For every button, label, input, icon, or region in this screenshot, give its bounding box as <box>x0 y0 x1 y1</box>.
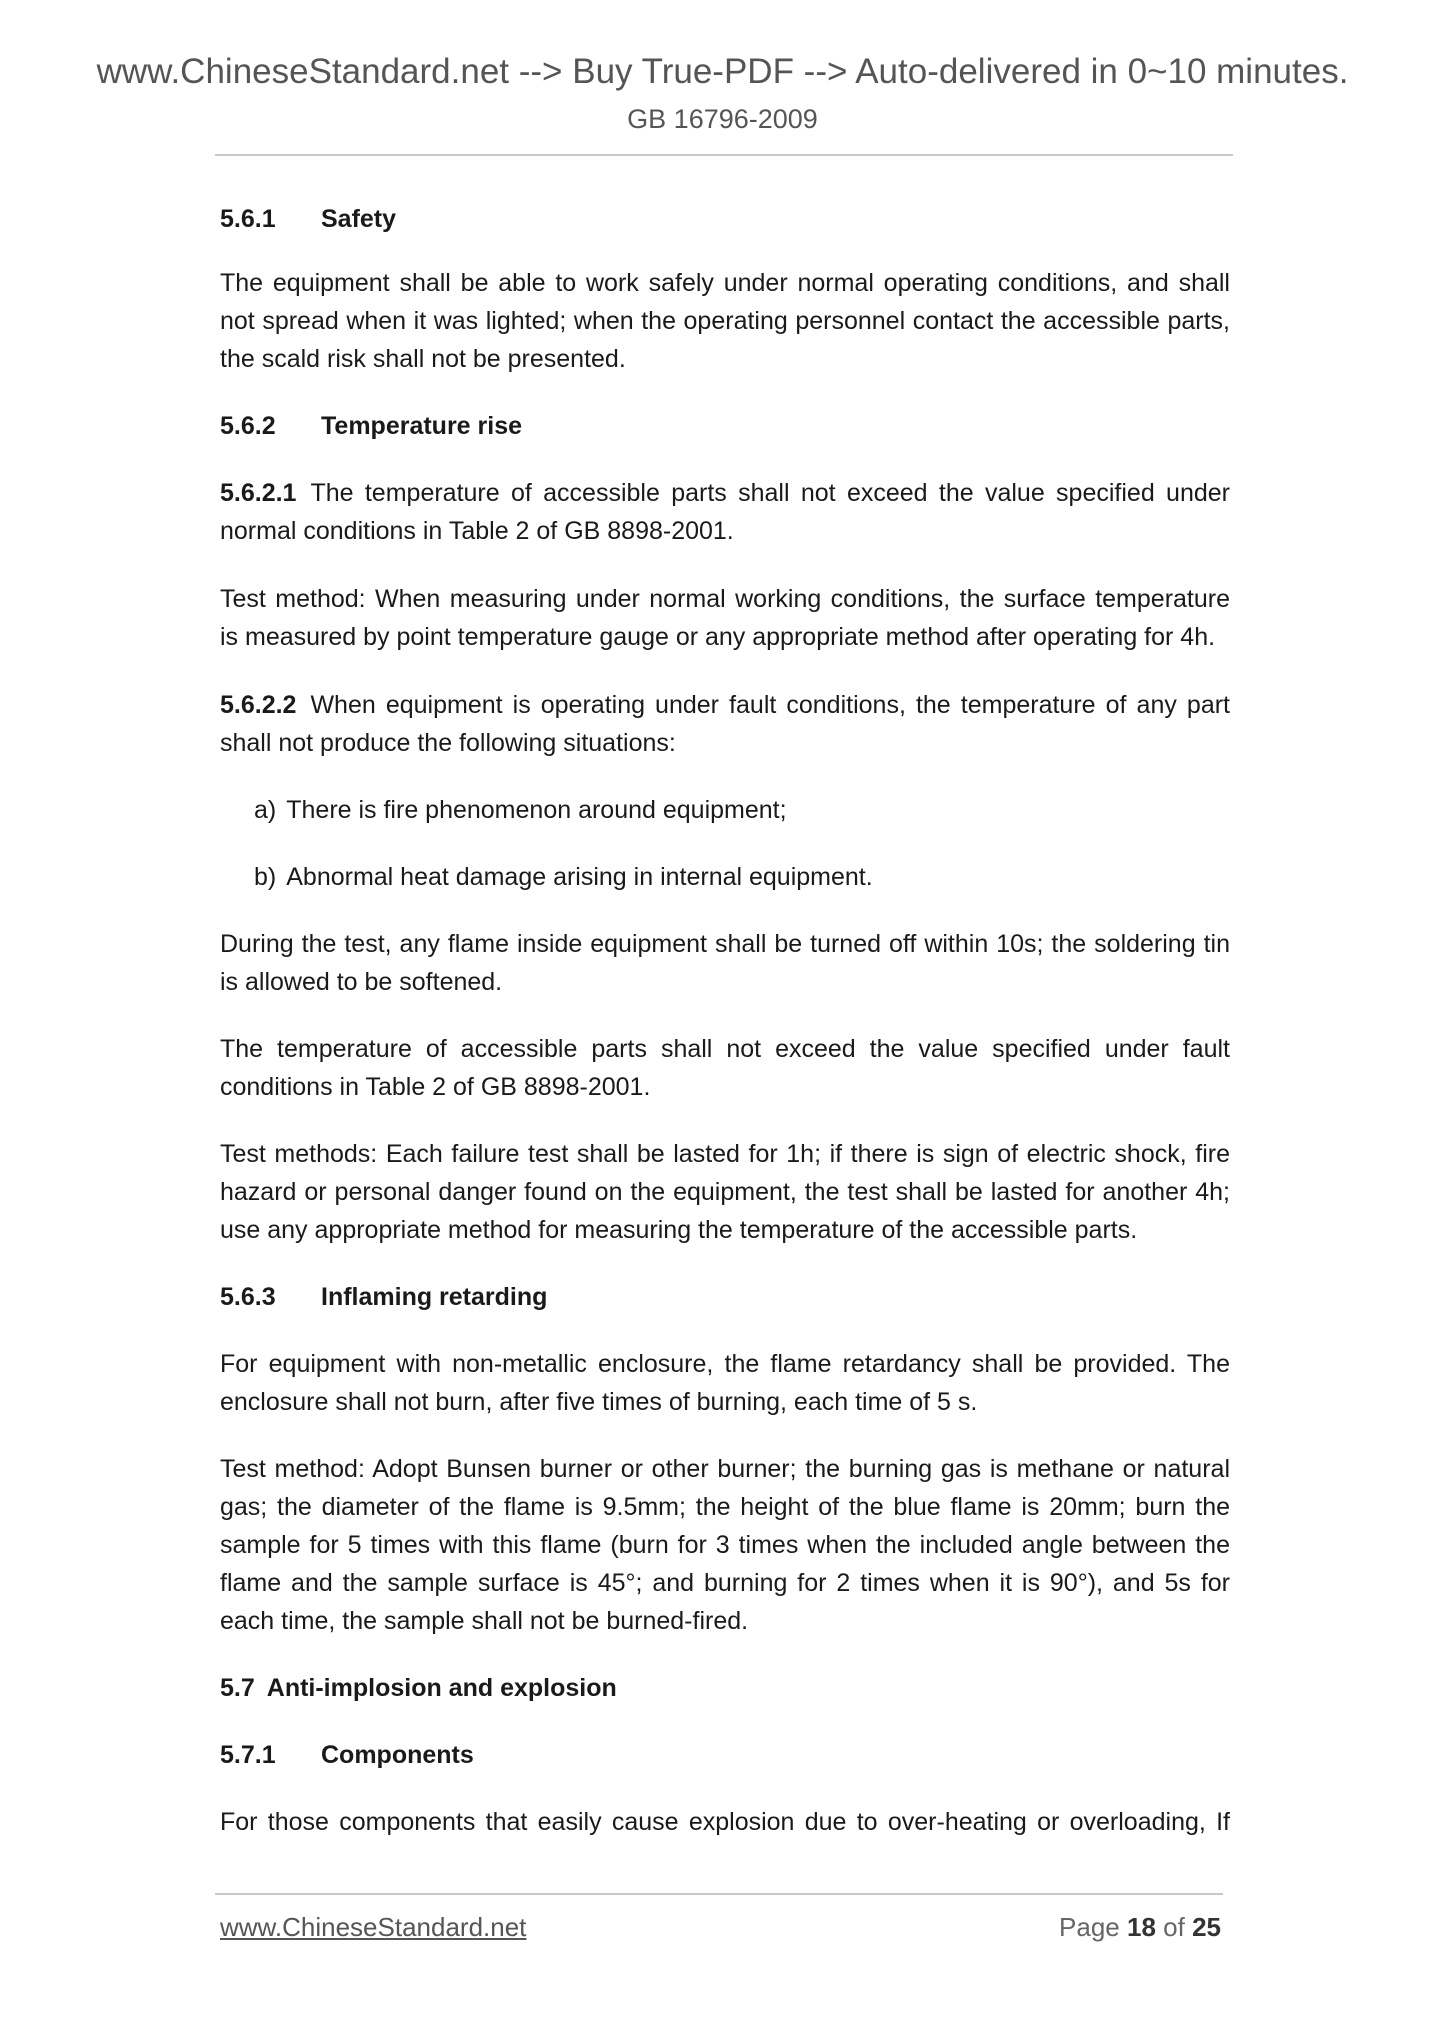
page-number: 18 <box>1127 1912 1156 1942</box>
page-of-label: of <box>1163 1912 1185 1942</box>
list-marker: a) <box>254 796 277 824</box>
clause-number: 5.6.2.2 <box>220 691 297 719</box>
heading-number: 5.7 <box>220 1674 255 1702</box>
clause-5-6-2-2 <box>220 686 1230 762</box>
clause-number: 5.6.2.1 <box>220 479 297 507</box>
paragraph-safety: The equipment shall be able to work safely under normal operating conditions, and shall not spread when it was lighted; when the operating personnel contact the accessible parts, the scald risk shall not be presented. <box>220 269 1230 373</box>
header-banner: www.ChineseStandard.net --> Buy True-PDF --> Auto-delivered in 0~10 minutes. <box>96 52 1349 91</box>
list-text: There is fire phenomenon around equipment; <box>286 796 787 824</box>
paragraph-flame-retardancy: For equipment with non-metallic enclosure, the flame retardancy shall be provided. The enclosure shall not burn, after five times of burning, each time of 5 s. <box>220 1350 1230 1416</box>
heading-title: Components <box>321 1741 474 1769</box>
heading-title: Inflaming retarding <box>321 1283 548 1311</box>
clause-text: When equipment is operating under fault conditions, the temperature of any part shall not produce the following situations: <box>220 691 1230 757</box>
heading-5-7 <box>220 1669 1230 1707</box>
paragraph-test-method-normal: Test method: When measuring under normal working conditions, the surface temperature is measured by point temperature gauge or any appropriate method after operating for 4h. <box>220 585 1230 651</box>
page-label: Page <box>1059 1912 1120 1942</box>
heading-title: Safety <box>321 205 397 233</box>
footer-website-link[interactable]: www.ChineseStandard.net <box>220 1912 527 1942</box>
header-divider <box>215 154 1233 156</box>
list-item <box>220 858 1230 896</box>
paragraph-fault-temperature: The temperature of accessible parts shall not exceed the value specified under fault conditions in Table 2 of GB 8898-2001. <box>220 1035 1230 1101</box>
heading-number: 5.6.1 <box>220 205 276 233</box>
heading-5-6-1 <box>220 200 1230 238</box>
paragraph-test-flame: During the test, any flame inside equipment shall be turned off within 10s; the soldering tin is allowed to be softened. <box>220 930 1230 996</box>
footer-divider <box>215 1893 1223 1895</box>
paragraph-test-method-burner: Test method: Adopt Bunsen burner or other burner; the burning gas is methane or natural gas; the diameter of the flame is 9.5mm; the height of the blue flame is 20mm; burn the sample for 5 times with this flame (burn for 3 times when the included angle between the flame and the sample surface is 45°; and burning for 2 times when it is 90°), and 5s for each time, the sample shall not be burned-fired. <box>220 1455 1230 1635</box>
paragraph-components: For those components that easily cause explosion due to over-heating or overloading, If <box>220 1808 1230 1836</box>
heading-5-6-3 <box>220 1278 1230 1316</box>
list-item <box>220 791 1230 829</box>
heading-5-7-1 <box>220 1736 1230 1774</box>
document-body <box>220 200 1230 1841</box>
list-marker: b) <box>254 863 277 891</box>
heading-title: Temperature rise <box>321 412 523 440</box>
document-id: GB 16796-2009 <box>627 104 818 134</box>
heading-number: 5.6.2 <box>220 412 276 440</box>
paragraph-test-methods-failure: Test methods: Each failure test shall be lasted for 1h; if there is sign of electric shock, fire hazard or personal danger found on the equipment, the test shall be lasted for another 4h; use any appropriate method for measuring the temperature of the accessible parts. <box>220 1140 1230 1244</box>
clause-5-6-2-1 <box>220 474 1230 550</box>
heading-title: Anti-implosion and explosion <box>266 1674 617 1702</box>
page-total: 25 <box>1192 1912 1221 1942</box>
heading-number: 5.6.3 <box>220 1283 276 1311</box>
heading-5-6-2 <box>220 407 1230 445</box>
page-indicator <box>1059 1912 1221 1943</box>
heading-number: 5.7.1 <box>220 1741 276 1769</box>
clause-text: The temperature of accessible parts shall not exceed the value specified under normal conditions in Table 2 of GB 8898-2001. <box>220 479 1230 545</box>
list-text: Abnormal heat damage arising in internal equipment. <box>286 863 873 891</box>
